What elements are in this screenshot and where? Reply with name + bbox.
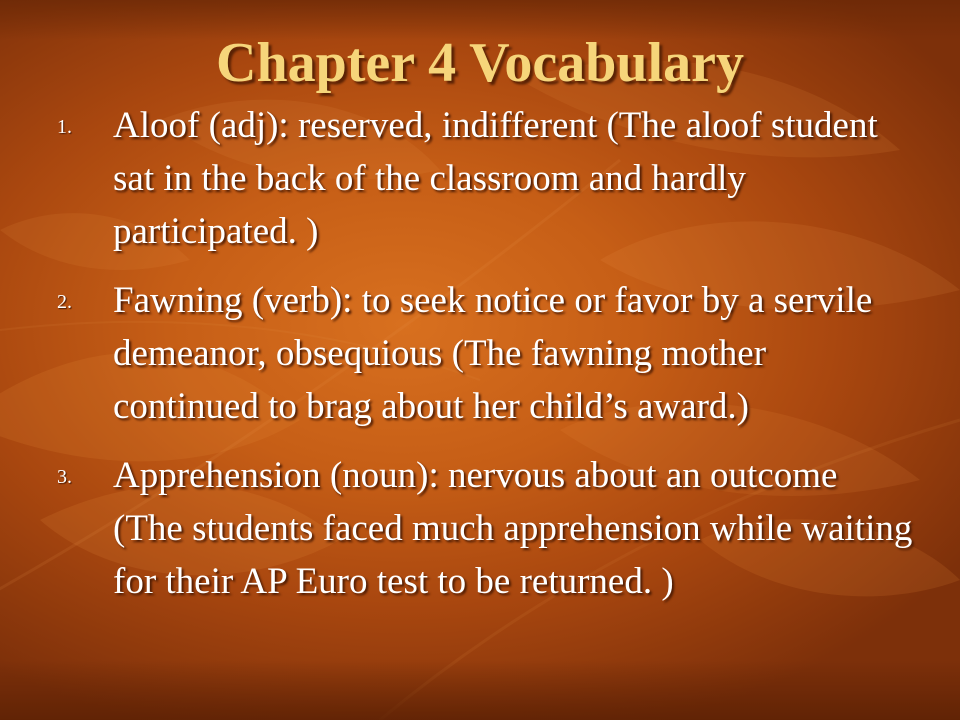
list-item (0, 449, 913, 608)
list-item (0, 99, 913, 258)
item-number: 2. (57, 291, 72, 313)
item-number: 3. (57, 466, 72, 488)
item-number: 1. (57, 116, 72, 138)
item-text: Apprehension (noun): nervous about an outcome (The students faced much apprehension while waiting for their AP Euro test to be returned. ) (113, 455, 913, 602)
item-text: Aloof (adj): reserved, indifferent (The aloof student sat in the back of the classroom and hardly participated. ) (113, 105, 878, 252)
item-text: Fawning (verb): to seek notice or favor by a servile demeanor, obsequious (The fawning mother continued to brag about her child’s award.) (113, 280, 873, 427)
slide-title: Chapter 4 Vocabulary (216, 32, 744, 94)
vocabulary-list (0, 99, 960, 624)
list-item (0, 274, 913, 433)
